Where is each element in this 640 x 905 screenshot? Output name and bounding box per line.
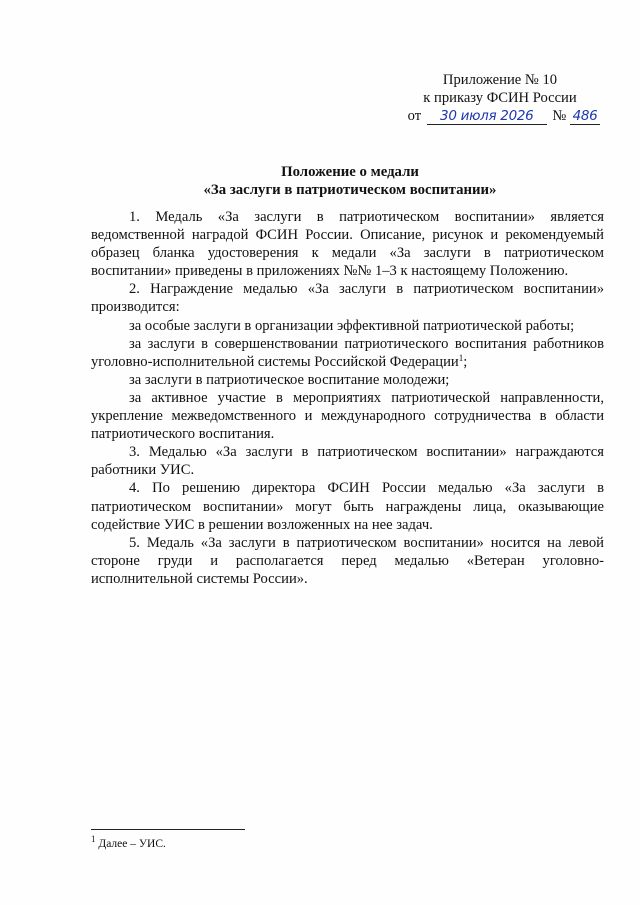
paragraph-3: 3. Медалью «За заслуги в патриотическом воспитании» награждаются работники УИС. — [91, 444, 604, 479]
paragraph-2: 2. Награждение медалью «За заслуги в патриотическом воспитании» производится: — [91, 281, 604, 316]
paragraph-2-item-4: за активное участие в мероприятиях патриотической направленности, укрепление межведомственного и международного сотрудничества в области патриотического воспитания. — [91, 389, 604, 443]
item-2-text: за заслуги в совершенствовании патриотического воспитания работников уголовно-исполнительной системы Российской Федерации — [91, 335, 604, 370]
footnote-mark: 1 — [91, 834, 96, 844]
footnote-text: Далее – УИС. — [98, 838, 166, 850]
title-line-1: Положение о медали — [281, 164, 419, 180]
document-title — [90, 163, 610, 199]
footnote — [91, 834, 491, 851]
paragraph-4: 4. По решению директора ФСИН России медалью «За заслуги в патриотическом воспитании» могут быть награждены лица, оказывающие содействие УИС в решении возложенных на нее задач. — [91, 480, 604, 533]
footnote-reference: 1 — [458, 352, 464, 363]
paragraph-2-item-3: за заслуги в патриотическое воспитание молодежи; — [129, 371, 450, 388]
handwritten-number: 486 — [570, 109, 600, 125]
paragraph-1: 1. Медаль «За заслуги в патриотическом воспитании» является ведомственной наградой ФСИН России. Описание, рисунок и рекомендуемый образец бланка удостоверения к медали «За заслуги в патриотическом воспитании» приведены в приложениях №№ 1–3 к настоящему Положению. — [91, 209, 604, 280]
handwritten-date: 30 июля 2026 — [427, 109, 547, 125]
document-body — [91, 208, 604, 588]
item-2-suffix: ; — [463, 353, 468, 370]
from-label: от — [407, 108, 422, 124]
paragraph-2-item-1: за особые заслуги в организации эффективной патриотической работы; — [129, 317, 575, 334]
number-label: № — [552, 108, 567, 124]
paragraph-5: 5. Медаль «За заслуги в патриотическом воспитании» носится на левой стороне груди и располагается перед медалью «Ветеран уголовно-исполнительной системы России». — [91, 534, 604, 587]
appendix-line-2: к приказу ФСИН России — [423, 90, 577, 106]
appendix-line-3 — [400, 107, 600, 125]
title-line-2: «За заслуги в патриотическом воспитании» — [203, 182, 497, 198]
appendix-line-1: Приложение № 10 — [442, 72, 558, 88]
paragraph-2-item-2 — [91, 335, 604, 371]
appendix-header — [400, 71, 600, 125]
footnote-divider — [91, 829, 245, 830]
